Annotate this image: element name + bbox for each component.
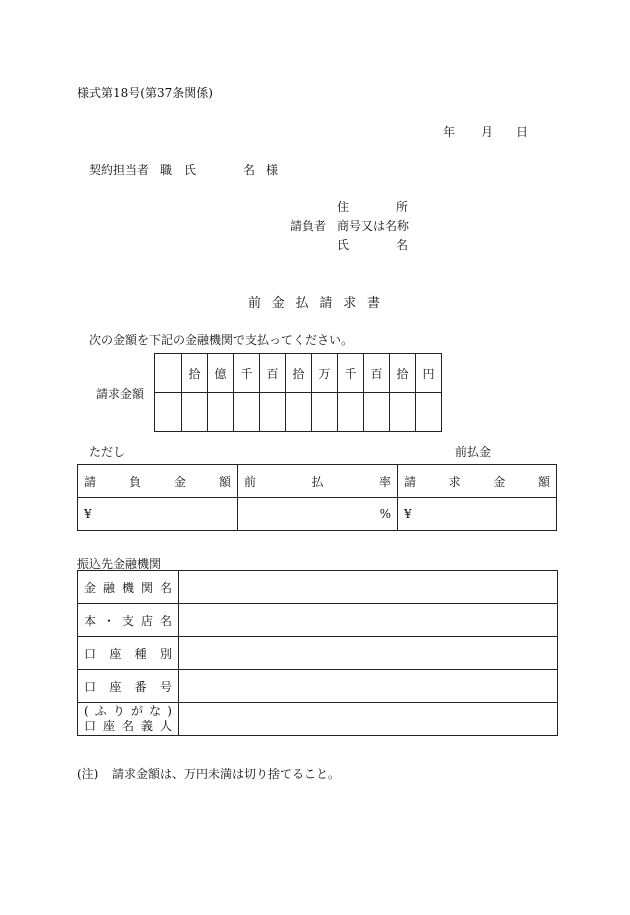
branch-name-label: 本 ・ 支 店 名 — [78, 604, 179, 637]
amount-digit-cell[interactable] — [364, 393, 390, 432]
date-year: 年 — [443, 125, 456, 139]
amount-unit-cell: 百 — [260, 354, 286, 393]
amount-digit-cell[interactable] — [416, 393, 442, 432]
amount-digit-cell[interactable] — [208, 393, 234, 432]
contract-split-table — [77, 464, 557, 531]
document-title: 前 金 払 請 求 書 — [248, 296, 380, 311]
amount-unit-cell: 百 — [364, 354, 390, 393]
amount-digit-cell[interactable] — [338, 393, 364, 432]
amount-digit-cell[interactable] — [182, 393, 208, 432]
amount-unit-cell: 千 — [234, 354, 260, 393]
amount-digit-cell[interactable] — [390, 393, 416, 432]
contractor-label: 請負者 — [290, 219, 327, 233]
addressee-name-2: 名 — [243, 163, 256, 177]
bank-table — [77, 570, 558, 736]
intro-text: 次の金額を下記の金融機関で支払ってください。 — [89, 333, 354, 347]
date-month: 月 — [481, 125, 494, 139]
addressee-name-1: 氏 — [184, 163, 197, 177]
account-type-label: 口 座 種 別 — [78, 637, 179, 670]
branch-name-field[interactable] — [179, 604, 558, 637]
amount-grid — [154, 353, 442, 432]
form-number: 様式第18号(第37条関係) — [77, 86, 213, 100]
amount-unit-cell: 万 — [312, 354, 338, 393]
amount-digit-cell[interactable] — [286, 393, 312, 432]
bank-heading: 振込先金融機関 — [77, 557, 162, 571]
request-amount-cell[interactable] — [398, 498, 557, 531]
account-type-field[interactable] — [179, 637, 558, 670]
header-request-amount: 請 求 金 額 — [398, 465, 557, 498]
amount-digit-cell[interactable] — [312, 393, 338, 432]
contractor-address-label: 住 所 — [337, 200, 408, 214]
header-advance-rate: 前 払 率 — [238, 465, 398, 498]
yen-symbol: ¥ — [84, 507, 92, 521]
proviso-left: ただし — [89, 445, 126, 459]
amount-unit-cell-blank — [155, 354, 182, 393]
bank-name-label: 金 融 機 関 名 — [78, 571, 179, 604]
note-label: (注) — [77, 767, 99, 781]
yen-symbol: ¥ — [404, 507, 412, 521]
percent-symbol: % — [379, 507, 391, 521]
contract-amount-cell[interactable] — [78, 498, 238, 531]
account-number-field[interactable] — [179, 670, 558, 703]
amount-label: 請求金額 — [96, 387, 145, 401]
amount-unit-cell: 円 — [416, 354, 442, 393]
amount-digit-cell[interactable] — [155, 393, 182, 432]
amount-unit-cell: 拾 — [286, 354, 312, 393]
contractor-name-label: 氏 名 — [337, 238, 408, 252]
addressee-title: 職 — [160, 163, 173, 177]
amount-unit-cell: 拾 — [390, 354, 416, 393]
amount-unit-cell: 億 — [208, 354, 234, 393]
amount-unit-cell: 千 — [338, 354, 364, 393]
addressee-prefix: 契約担当者 — [89, 163, 150, 177]
amount-unit-cell: 拾 — [182, 354, 208, 393]
account-holder-label: ( ふ り が な ) 口 座 名 義 人 — [78, 703, 179, 736]
account-holder-field[interactable] — [179, 703, 558, 736]
account-number-label: 口 座 番 号 — [78, 670, 179, 703]
amount-digit-cell[interactable] — [234, 393, 260, 432]
amount-digit-cell[interactable] — [260, 393, 286, 432]
date-day: 日 — [516, 125, 529, 139]
proviso-right: 前払金 — [455, 445, 492, 459]
header-contract-amount: 請 負 金 額 — [78, 465, 238, 498]
advance-rate-cell[interactable] — [238, 498, 398, 531]
contractor-trade-name-label: 商号又は名称 — [337, 219, 410, 233]
addressee-honorific: 様 — [266, 163, 279, 177]
bank-name-field[interactable] — [179, 571, 558, 604]
note-text: 請求金額は、万円未満は切り捨てること。 — [112, 767, 341, 781]
